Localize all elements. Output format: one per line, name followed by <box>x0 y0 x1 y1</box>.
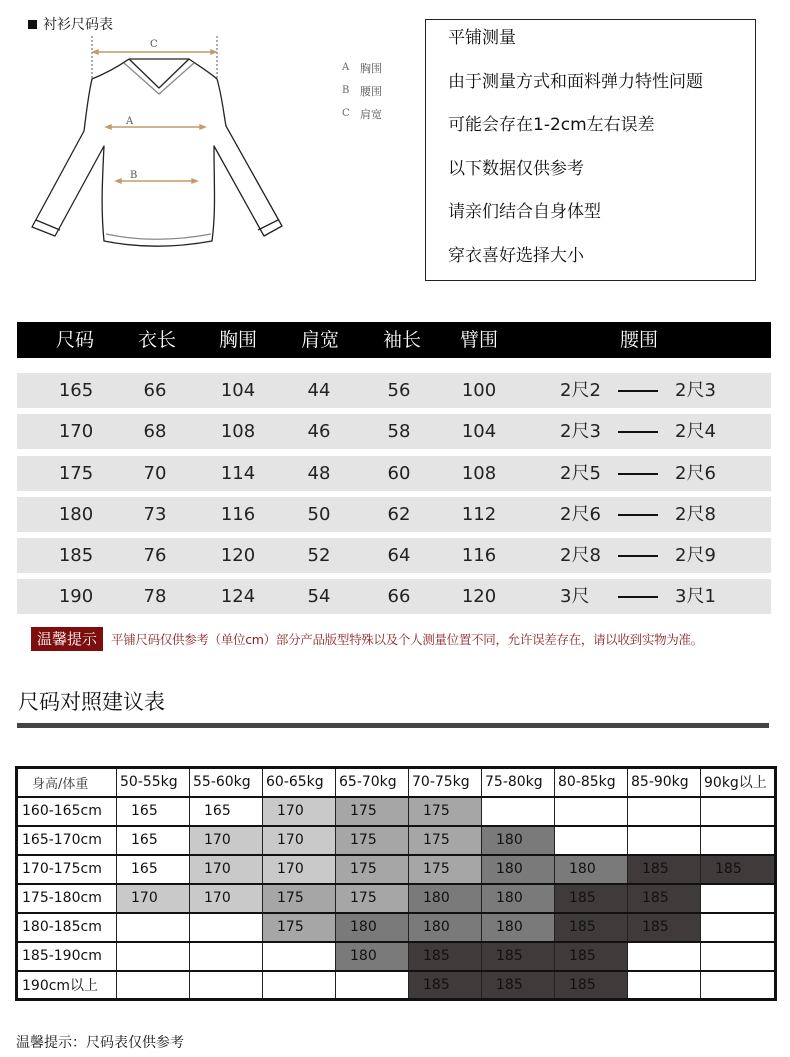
footer-note: 温馨提示：尺码表仅供参考 <box>16 1035 184 1051</box>
size-recommendation-table <box>15 766 777 1001</box>
height-header: 190cm以上 <box>17 971 117 1000</box>
shirt-size-title-text: 衬衫尺码表 <box>43 17 113 33</box>
weight-header: 70-75kg <box>409 768 482 797</box>
table-row: 160-165cm 165 165 170 175 175 <box>17 797 776 826</box>
size-table-row: 180 73 116 50 62 112 2尺6 2尺8 <box>17 497 771 532</box>
table-row: 190cm以上 185 185 185 <box>17 971 776 1000</box>
height-header: 170-175cm <box>17 855 117 884</box>
weight-header: 80-85kg <box>555 768 628 797</box>
shirt-size-title <box>28 14 113 34</box>
range-dash <box>618 596 658 598</box>
range-dash <box>618 514 658 516</box>
note-line: 以下数据仅供参考 <box>448 158 584 179</box>
weight-header: 55-60kg <box>190 768 263 797</box>
size-table-header <box>17 322 771 358</box>
header-size: 尺码 <box>55 329 95 351</box>
weight-header: 50-55kg <box>117 768 190 797</box>
weight-header: 65-70kg <box>336 768 409 797</box>
measurement-legend <box>342 56 382 125</box>
title-divider <box>17 723 769 728</box>
header-shoulder: 肩宽 <box>300 329 340 351</box>
label-b: B <box>130 170 138 181</box>
header-sleeve: 袖长 <box>382 329 422 351</box>
table-row: 180-185cm 175 180 180 180 185 185 <box>17 913 776 942</box>
weight-header: 60-65kg <box>263 768 336 797</box>
range-dash <box>618 555 658 557</box>
size-table-row: 175 70 114 48 60 108 2尺5 2尺6 <box>17 456 771 491</box>
range-dash <box>618 390 658 392</box>
height-header: 160-165cm <box>17 797 117 826</box>
table-row: 165-170cm 165 170 170 175 175 180 <box>17 826 776 855</box>
warm-tip-text: 平铺尺码仅供参考（单位cm）部分产品版型特殊以及个人测量位置不同，允许误差存在，请以收到实物为准。 <box>111 632 703 647</box>
legend-item-chest: A 胸围 <box>342 61 382 75</box>
label-c: C <box>150 39 158 50</box>
shirt-measurement-diagram <box>24 36 294 251</box>
table-row: 175-180cm 170 170 175 175 180 180 185 185 <box>17 884 776 913</box>
note-line: 穿衣喜好选择大小 <box>448 245 584 266</box>
table-row: 170-175cm 165 170 170 175 175 180 180 185 185 <box>17 855 776 884</box>
warm-tip-badge: 温馨提示 <box>31 627 103 651</box>
header-chest: 胸围 <box>218 329 258 351</box>
weight-header: 75-80kg <box>482 768 555 797</box>
size-compare-title: 尺码对照建议表 <box>18 690 165 714</box>
size-table-row: 165 66 104 44 56 100 2尺2 2尺3 <box>17 373 771 408</box>
weight-header: 85-90kg <box>628 768 701 797</box>
warm-tip <box>31 627 703 651</box>
measurement-notes-box <box>425 19 756 281</box>
height-header: 175-180cm <box>17 884 117 913</box>
note-line: 平铺测量 <box>448 28 516 48</box>
header-arm: 臂围 <box>459 329 499 351</box>
size-table-row: 190 78 124 54 66 120 3尺 3尺1 <box>17 579 771 614</box>
table-row: 185-190cm 180 185 185 185 <box>17 942 776 971</box>
header-length: 衣长 <box>137 329 177 351</box>
header-waist: 腰围 <box>619 329 659 351</box>
table-header-row <box>17 768 776 797</box>
legend-item-shoulder: C 肩宽 <box>342 107 382 121</box>
size-table-row: 185 76 120 52 64 116 2尺8 2尺9 <box>17 538 771 573</box>
range-dash <box>618 431 658 433</box>
range-dash <box>618 473 658 475</box>
height-header: 180-185cm <box>17 913 117 942</box>
corner-header: 身高/体重 <box>17 768 117 797</box>
square-bullet-icon <box>28 20 37 29</box>
height-header: 185-190cm <box>17 942 117 971</box>
size-table-row: 170 68 108 46 58 104 2尺3 2尺4 <box>17 414 771 449</box>
weight-header: 90kg以上 <box>701 768 776 797</box>
legend-item-waist: B 腰围 <box>342 84 382 98</box>
label-a: A <box>126 116 134 127</box>
note-line: 由于测量方式和面料弹力特性问题 <box>448 71 703 92</box>
note-line: 请亲们结合自身体型 <box>448 202 601 223</box>
note-line: 可能会存在1-2cm左右误差 <box>448 115 655 136</box>
height-header: 165-170cm <box>17 826 117 855</box>
